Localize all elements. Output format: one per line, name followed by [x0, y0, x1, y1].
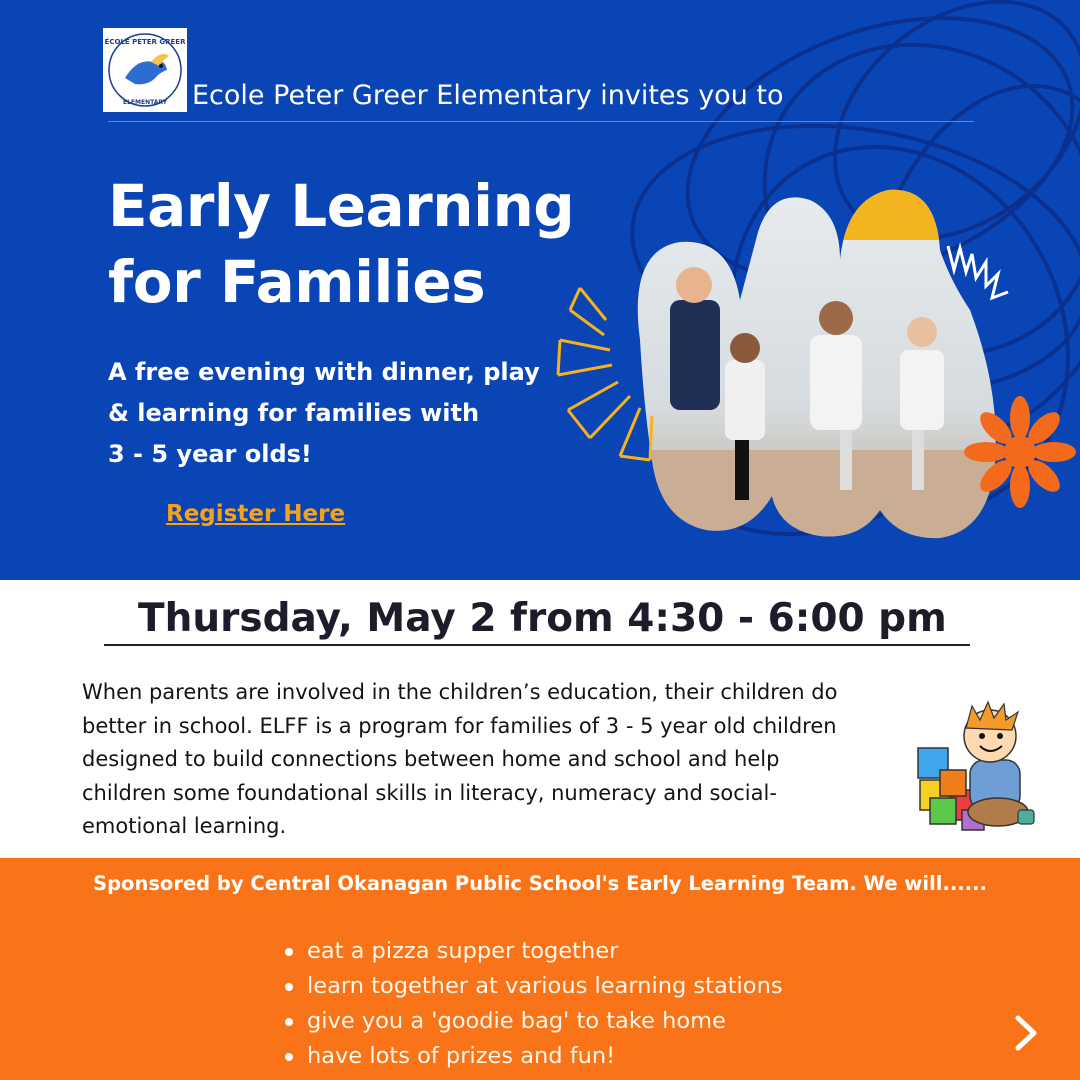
- subtitle-line-3: 3 - 5 year olds!: [108, 440, 312, 468]
- description-line: When parents are involved in the children’s education, their children do: [82, 680, 838, 704]
- svg-text:ELEMENTARY: ELEMENTARY: [122, 99, 168, 106]
- event-date: Thursday, May 2 from 4:30 - 6:00 pm: [138, 596, 947, 641]
- list-item: learn together at various learning stations: [283, 969, 783, 1004]
- description-line: better in school. ELFF is a program for families of 3 - 5 year old children: [82, 713, 837, 738]
- title-line-2: for Families: [108, 248, 486, 316]
- activity-list: [283, 934, 783, 1074]
- title-line-1: Early Learning: [108, 172, 575, 240]
- subtitle-line-1: A free evening with dinner, play: [108, 358, 540, 386]
- school-logo: [103, 28, 187, 112]
- list-item: have lots of prizes and fun!: [283, 1039, 783, 1074]
- divider: [108, 121, 974, 122]
- description-line: children some foundational skills in literacy, numeracy and social-: [82, 780, 777, 805]
- description: [82, 676, 922, 844]
- description-line: designed to build connections between home and school and help: [82, 747, 780, 771]
- page-title: [108, 168, 574, 320]
- list-item: give you a 'goodie bag' to take home: [283, 1004, 783, 1039]
- children-photo: [540, 160, 1080, 580]
- register-link[interactable]: Register Here: [166, 501, 346, 527]
- sponsor-text: Sponsored by Central Okanagan Public School's Early Learning Team. We will......: [93, 872, 987, 895]
- svg-text:ÉCOLE PETER GREER: ÉCOLE PETER GREER: [104, 38, 186, 46]
- subtitle: [108, 352, 540, 475]
- list-item: eat a pizza supper together: [283, 934, 783, 969]
- subtitle-line-2: & learning for families with: [108, 399, 480, 427]
- date-underline: [104, 644, 970, 646]
- chevron-right-icon[interactable]: [1006, 1010, 1046, 1056]
- child-with-blocks-illustration: [910, 700, 1040, 832]
- description-line: emotional learning.: [82, 814, 287, 838]
- invite-text: Ecole Peter Greer Elementary invites you to: [192, 80, 784, 111]
